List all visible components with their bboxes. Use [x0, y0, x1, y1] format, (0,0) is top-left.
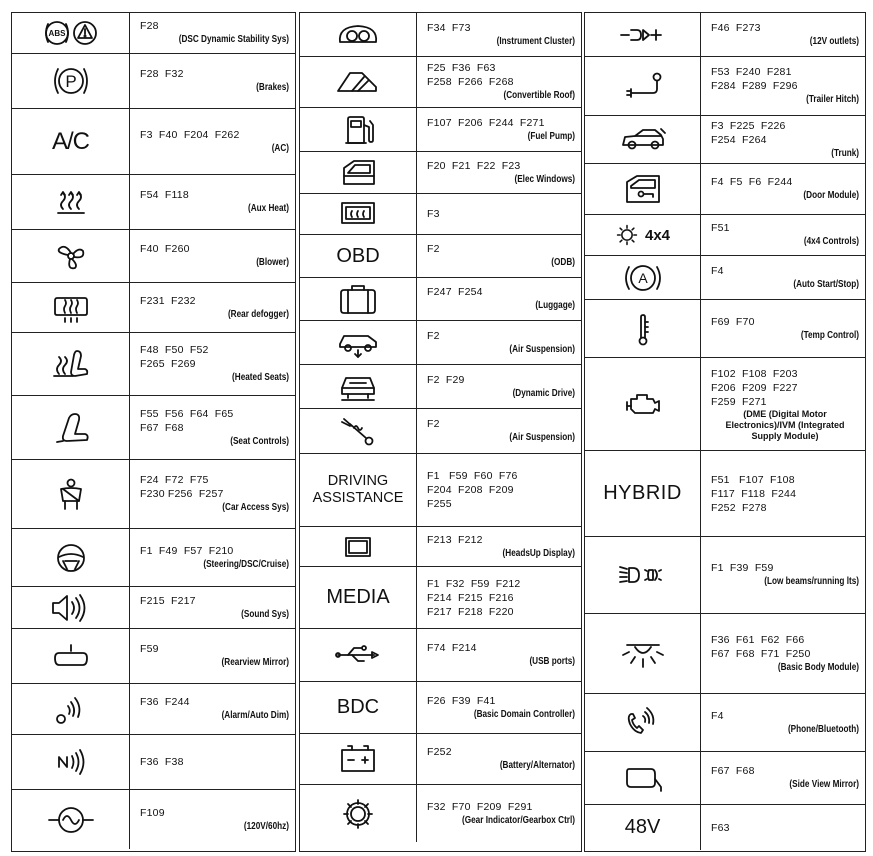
- fuse-description: (Instrument Cluster): [496, 35, 575, 47]
- nfc-icon: [12, 735, 130, 789]
- fuse-description: (DME (Digital Motor Electronics)/IVM (Integrated Supply Module): [725, 408, 845, 441]
- media-text-icon: [300, 567, 417, 628]
- fuse-numbers: F26 F39 F41: [427, 694, 496, 707]
- fuse-row: [300, 152, 581, 194]
- fuse-row: [585, 537, 865, 614]
- fuse-row: [12, 790, 295, 849]
- fuse-info: [130, 790, 295, 849]
- phone-bluetooth-icon: [585, 694, 701, 751]
- fuse-row: [300, 108, 581, 152]
- fuse-row: [12, 333, 295, 396]
- fuse-row: [12, 629, 295, 684]
- fuse-info: [130, 109, 295, 174]
- fuse-info: [417, 734, 581, 784]
- luggage-icon: [300, 278, 417, 320]
- steering-wheel-icon: [12, 529, 130, 586]
- fuse-info: [130, 333, 295, 395]
- fuse-info: [417, 194, 581, 234]
- aux-heat-icon: [12, 175, 130, 229]
- fuse-numbers: F213 F212: [427, 533, 483, 546]
- fuse-numbers: F20 F21 F22 F23: [427, 159, 521, 172]
- fuse-description: (120V/60hz): [243, 820, 289, 832]
- fuse-description: (Temp Control): [800, 329, 859, 341]
- fuse-row: [585, 57, 865, 116]
- fuse-row: [300, 527, 581, 567]
- fuse-numbers: F40 F260: [140, 243, 190, 255]
- fuse-row: [585, 805, 865, 850]
- fuse-description: (Phone/Bluetooth): [787, 723, 859, 735]
- fuse-info: [130, 396, 295, 459]
- fuse-numbers: F55 F56 F64 F65 F67 F68: [140, 407, 234, 434]
- fuse-numbers: F32 F70 F209 F291: [427, 800, 533, 813]
- fuse-info: [417, 682, 581, 733]
- speaker-icon: [12, 587, 130, 628]
- fuse-info: [417, 108, 581, 151]
- air-suspension-car-icon: [300, 321, 417, 364]
- fuse-numbers: F36 F38: [140, 756, 184, 768]
- svg-text:A: A: [637, 269, 648, 286]
- fuse-numbers: F1 F49 F57 F210: [140, 544, 234, 557]
- fuse-description: (Heated Seats): [232, 372, 289, 383]
- fuse-description: (Air Suspension): [509, 432, 575, 443]
- fuse-info: [417, 152, 581, 193]
- door-key-icon: [585, 164, 701, 214]
- fuse-row: [585, 358, 865, 451]
- fuse-row: [300, 734, 581, 785]
- fuse-row: [12, 735, 295, 790]
- fuse-numbers: F74 F214: [427, 642, 477, 654]
- fuse-numbers: F69 F70: [711, 315, 755, 328]
- dome-light-icon: [585, 614, 701, 693]
- fuse-numbers: F1 F59 F60 F76 F204 F208 F209 F255: [427, 470, 518, 510]
- 48v-text-label: 48V: [624, 816, 661, 838]
- fuse-row: [12, 230, 295, 283]
- fuse-numbers: F53 F240 F281 F284 F289 F296: [711, 66, 798, 92]
- fuse-info: [701, 57, 865, 115]
- fuse-row: [585, 215, 865, 256]
- headsup-display-icon: [300, 527, 417, 566]
- fuse-numbers: F28: [140, 20, 159, 32]
- fuse-numbers: F36 F244: [140, 696, 190, 708]
- fuse-info: [417, 235, 581, 277]
- bdc-text-label: BDC: [336, 696, 380, 718]
- fuse-info: [130, 13, 295, 53]
- alarm-signal-icon: [12, 684, 130, 734]
- side-mirror-icon: [585, 752, 701, 804]
- fuse-row: [12, 54, 295, 109]
- fuse-numbers: F4: [711, 709, 724, 722]
- fuse-info: [417, 13, 581, 56]
- elec-window-icon: [300, 152, 417, 193]
- fuse-description: (Basic Domain Controller): [473, 708, 575, 720]
- fuse-info: [417, 409, 581, 453]
- fuse-description: (Luggage): [535, 300, 575, 311]
- rearview-mirror-icon: [12, 629, 130, 683]
- fuse-row: [585, 256, 865, 300]
- fuse-numbers: F24 F72 F75 F230 F256 F257: [140, 474, 224, 500]
- fuse-description: (Sound Sys): [241, 608, 289, 620]
- fuse-info: [701, 694, 865, 751]
- fuse-numbers: F59: [140, 643, 159, 655]
- column-2: [299, 12, 582, 852]
- fuse-info: [130, 587, 295, 628]
- fuse-numbers: F1 F39 F59: [711, 562, 774, 574]
- fuse-description: (Aux Heat): [247, 203, 289, 214]
- shock-absorber-icon: [300, 409, 417, 453]
- fuse-info: [130, 529, 295, 586]
- fuse-numbers: F54 F118: [140, 189, 189, 201]
- fuse-info: [701, 358, 865, 450]
- fuse-numbers: F2 F29: [427, 373, 465, 386]
- fuel-pump-icon: [300, 108, 417, 151]
- fuse-description: (Trunk): [831, 147, 859, 159]
- fuse-numbers: F51: [711, 222, 730, 234]
- auto-start-stop-icon: [585, 256, 701, 299]
- fuse-info: [417, 629, 581, 681]
- fuse-row: [300, 785, 581, 842]
- fuse-row: [12, 13, 295, 54]
- fuse-numbers: F46 F273: [711, 21, 761, 34]
- rear-defogger-icon: [12, 283, 130, 332]
- fuse-numbers: F215 F217: [140, 594, 196, 607]
- fuse-description: (AC): [271, 142, 289, 154]
- ac-text-icon: [12, 109, 130, 174]
- fuse-info: [417, 527, 581, 566]
- engine-check-icon: [585, 358, 701, 450]
- fuse-row: [300, 567, 581, 629]
- fuse-row: [300, 13, 581, 57]
- fuse-info: [701, 752, 865, 804]
- fuse-numbers: F102 F108 F203 F206 F209 F227 F259 F271: [711, 367, 798, 408]
- fuse-description: (Rearview Mirror): [221, 657, 289, 668]
- fuse-numbers: F25 F36 F63 F258 F266 F268: [427, 62, 514, 88]
- fuse-info: [130, 460, 295, 528]
- fuse-row: [12, 396, 295, 460]
- fuse-description: (DSC Dynamic Stability Sys): [178, 34, 289, 45]
- fuse-row: [12, 529, 295, 587]
- fuse-description: (Rear defogger): [227, 308, 289, 320]
- fuse-info: [417, 785, 581, 842]
- fuse-row: [12, 460, 295, 529]
- heated-seat-icon: [12, 333, 130, 395]
- 12v-outlet-icon: [585, 13, 701, 56]
- blower-fan-icon: [12, 230, 130, 282]
- thermometer-icon: [585, 300, 701, 357]
- fuse-row: [585, 752, 865, 805]
- fuse-row: [300, 57, 581, 108]
- fuse-numbers: F36 F61 F62 F66 F67 F68 F71 F250: [711, 633, 811, 660]
- fuse-row: [300, 194, 581, 235]
- fuse-numbers: F107 F206 F244 F271: [427, 116, 545, 129]
- fuse-description: (Gear Indicator/Gearbox Ctrl): [461, 814, 575, 826]
- fuse-description: (Brakes): [256, 82, 289, 93]
- fuse-description: (Seat Controls): [230, 435, 289, 447]
- obd-text-icon: [300, 235, 417, 277]
- trunk-car-icon: [585, 116, 701, 163]
- fuse-info: [130, 283, 295, 332]
- fuse-row: [585, 451, 865, 537]
- fuse-numbers: F4 F5 F6 F244: [711, 176, 793, 188]
- fuse-row: [300, 278, 581, 321]
- fuse-numbers: F63: [711, 821, 730, 834]
- fuse-info: [701, 805, 865, 850]
- fuse-row: [12, 587, 295, 629]
- fuse-numbers: F252: [427, 746, 452, 758]
- svg-text:ABS: ABS: [48, 29, 65, 38]
- column-1: [11, 12, 296, 852]
- windshield-heat-icon: [300, 194, 417, 234]
- hybrid-text-label: HYBRID: [603, 482, 682, 504]
- fuse-numbers: F28 F32: [140, 68, 184, 80]
- fuse-row: [585, 694, 865, 752]
- fuse-row: [585, 13, 865, 57]
- ac-outlet-icon: [12, 790, 130, 849]
- fuse-numbers: F34 F73: [427, 21, 471, 34]
- seatbelt-person-icon: [12, 460, 130, 528]
- fuse-info: [701, 537, 865, 613]
- fuse-row: [300, 629, 581, 682]
- fuse-description: (Convertible Roof): [503, 90, 575, 101]
- hybrid-text-icon: [585, 451, 701, 536]
- fuse-info: [701, 215, 865, 255]
- fuse-description: (4x4 Controls): [803, 236, 859, 247]
- fuse-row: [585, 300, 865, 358]
- fuse-info: [701, 13, 865, 56]
- fuse-info: [417, 321, 581, 364]
- fuse-numbers: F2: [427, 243, 440, 255]
- parking-brake-icon: [12, 54, 130, 108]
- fuse-info: [130, 629, 295, 683]
- fuse-row: [12, 283, 295, 333]
- fuse-row: [300, 321, 581, 365]
- fuse-description: (Basic Body Module): [777, 661, 859, 673]
- fuse-description: (Dynamic Drive): [512, 387, 575, 399]
- fuse-description: (USB ports): [529, 656, 575, 667]
- fuse-numbers: F3 F225 F226 F254 F264: [711, 119, 786, 146]
- fuse-description: (Blower): [256, 257, 289, 268]
- svg-text:P: P: [64, 72, 77, 91]
- 4x4-label: 4x4: [644, 226, 671, 244]
- battery-icon: [300, 734, 417, 784]
- fuse-numbers: F1 F32 F59 F212 F214 F215 F216 F217 F218 F220: [427, 577, 521, 618]
- fuse-description: (Auto Start/Stop): [793, 278, 859, 290]
- fuse-info: [130, 735, 295, 789]
- fuse-info: [130, 684, 295, 734]
- fuse-info: [701, 300, 865, 357]
- usb-icon: [300, 629, 417, 681]
- fuse-row: [300, 682, 581, 734]
- fuse-numbers: F2: [427, 418, 440, 430]
- low-beam-icon: [585, 537, 701, 613]
- column-3: [584, 12, 866, 852]
- fuse-row: [12, 684, 295, 735]
- fuse-description: (Fuel Pump): [527, 130, 575, 142]
- fuse-description: (Battery/Alternator): [499, 760, 575, 771]
- fuse-numbers: F109: [140, 806, 165, 819]
- fuse-description: (Steering/DSC/Cruise): [203, 558, 289, 570]
- fuse-info: [701, 256, 865, 299]
- fuse-description: (Car Access Sys): [222, 502, 289, 513]
- fuse-info: [701, 614, 865, 693]
- fuse-description: (Elec Windows): [514, 173, 575, 185]
- fuse-info: [417, 278, 581, 320]
- fuse-info: [130, 54, 295, 108]
- fuse-info: [417, 567, 581, 628]
- fuse-row: [585, 116, 865, 164]
- gear-icon: [300, 785, 417, 842]
- fuse-row: [12, 175, 295, 230]
- fuse-info: [130, 175, 295, 229]
- fuse-info: [417, 365, 581, 408]
- fuse-info: [417, 57, 581, 107]
- fuse-numbers: F67 F68: [711, 765, 755, 777]
- fuse-numbers: F3 F40 F204 F262: [140, 128, 240, 141]
- bdc-text-icon: [300, 682, 417, 733]
- fuse-info: [130, 230, 295, 282]
- fuse-info: [701, 116, 865, 163]
- 48v-text-icon: [585, 805, 701, 850]
- fuse-numbers: F2: [427, 329, 440, 342]
- fuse-description: (Low beams/running lts): [764, 576, 859, 587]
- trailer-hitch-icon: [585, 57, 701, 115]
- fuse-description: (Side View Mirror): [789, 779, 859, 790]
- seat-icon: [12, 396, 130, 459]
- fuse-numbers: F247 F254: [427, 286, 483, 298]
- fuse-description: (Alarm/Auto Dim): [221, 710, 289, 721]
- 4x4-icon: [585, 215, 701, 255]
- fuse-numbers: F4: [711, 264, 724, 277]
- fuse-row: [585, 164, 865, 215]
- fuse-row: [12, 109, 295, 175]
- driving-assistance-text-icon: [300, 454, 417, 526]
- fuse-row: [300, 365, 581, 409]
- ac-text-label: A/C: [51, 127, 89, 155]
- media-text-label: MEDIA: [326, 586, 390, 608]
- fuse-row: [300, 235, 581, 278]
- fuse-row: [300, 454, 581, 527]
- fuse-row: [300, 409, 581, 454]
- fuse-info: [701, 164, 865, 214]
- fuse-description: (12V outlets): [809, 35, 859, 47]
- convertible-roof-icon: [300, 57, 417, 107]
- fuse-description: (Trailer Hitch): [806, 94, 859, 105]
- fuse-numbers: F48 F50 F52 F265 F269: [140, 344, 209, 370]
- driving-assistance-text-label: DRIVING ASSISTANCE: [312, 473, 404, 506]
- abs-warning-icon: [12, 13, 130, 53]
- fuse-info: [417, 454, 581, 526]
- fuse-description: (Door Module): [803, 190, 859, 201]
- fuse-description: (Air Suspension): [509, 343, 575, 355]
- fuse-numbers: F3: [427, 208, 440, 220]
- fuse-numbers: F51 F107 F108 F117 F118 F244 F252 F278: [711, 473, 797, 514]
- fuse-description: (ODB): [551, 257, 575, 268]
- instrument-cluster-icon: [300, 13, 417, 56]
- obd-text-label: OBD: [336, 244, 380, 267]
- fuse-numbers: F231 F232: [140, 294, 196, 307]
- fuse-description: (HeadsUp Display): [502, 547, 575, 559]
- fuse-info: [701, 451, 865, 536]
- fuse-row: [585, 614, 865, 694]
- dynamic-drive-icon: [300, 365, 417, 408]
